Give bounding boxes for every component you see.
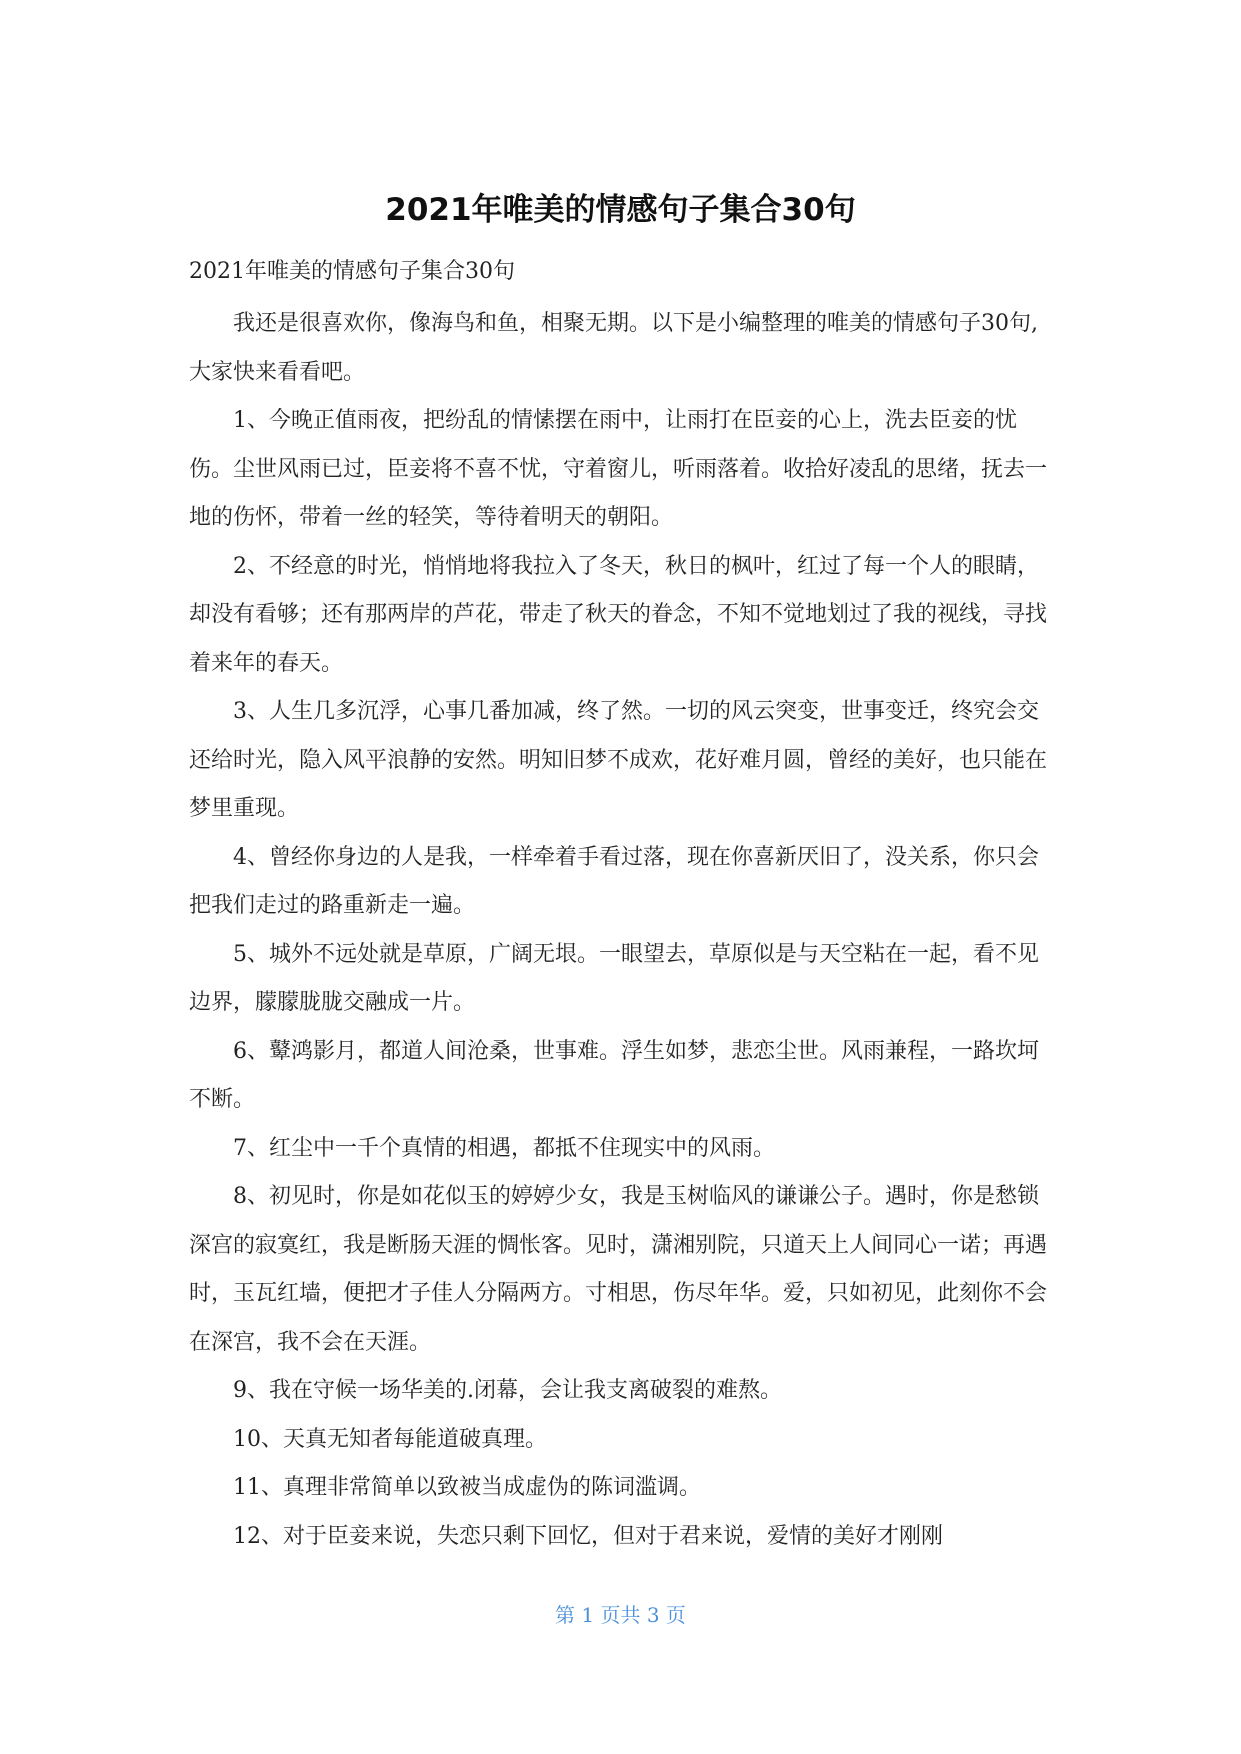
paragraph-item-5: 5、城外不远处就是草原，广阔无垠。一眼望去，草原似是与天空粘在一起，看不见边界，朦朦胧胧交融成一片。 <box>189 941 1039 1015</box>
paragraph-item-8: 8、初见时，你是如花似玉的婷婷少女，我是玉树临风的谦谦公子。遇时，你是愁锁深宫的寂寞红，我是断肠天涯的惆怅客。见时，潇湘别院，只道天上人间同心一诺；再遇时，玉瓦红墙，便把才子佳人分隔两方。寸相思，伤尽年华。爱，只如初见，此刻你不会在深宫，我不会在天涯。 <box>189 1184 1048 1355</box>
paragraph-item-10: 10、天真无知者每能道破真理。 <box>233 1426 547 1452</box>
paragraph-item-1: 1、今晚正值雨夜，把纷乱的情愫摆在雨中，让雨打在臣妾的心上，洗去臣妾的忧伤。尘世风雨已过，臣妾将不喜不忧，守着窗儿，听雨落着。收拾好凌乱的思绪，抚去一地的伤怀，带着一丝的轻笑，等待着明天的朝阳。 <box>189 408 1048 530</box>
paragraph-item-11: 11、真理非常简单以致被当成虚伪的陈词滥调。 <box>233 1475 701 1500</box>
paragraph-item-12: 12、对于臣妾来说，失恋只剩下回忆，但对于君来说，爱情的美好才刚刚 <box>233 1523 943 1549</box>
paragraph-item-7: 7、红尘中一千个真情的相遇，都抵不住现实中的风雨。 <box>233 1135 775 1161</box>
paragraph-item-4: 4、曾经你身边的人是我，一样牵着手看过落，现在你喜新厌旧了，没关系，你只会把我们走过的路重新走一遍。 <box>189 844 1039 918</box>
document-subtitle: 2021年唯美的情感句子集合30句 <box>189 259 515 284</box>
paragraph-item-6: 6、鼙鸿影月，都道人间沧桑，世事难。浮生如梦，悲恋尘世。风雨兼程，一路坎坷不断。 <box>189 1038 1039 1112</box>
document-body <box>189 300 1049 1561</box>
page-number-indicator: 第 1 页共 3 页 <box>555 1603 686 1627</box>
document-title: 2021年唯美的情感句子集合30句 <box>385 192 856 228</box>
paragraph-item-3: 3、人生几多沉浮，心事几番加减，终了然。一切的风云突变，世事变迁，终究会交还给时光，隐入风平浪静的安然。明知旧梦不成欢，花好难月圆，曾经的美好，也只能在梦里重现。 <box>189 699 1048 821</box>
paragraph-item-2: 2、不经意的时光，悄悄地将我拉入了冬天，秋日的枫叶，红过了每一个人的眼睛，却没有看够；还有那两岸的芦花，带走了秋天的眷念，不知不觉地划过了我的视线，寻找着来年的春天。 <box>189 553 1048 676</box>
paragraph-intro: 我还是很喜欢你，像海鸟和鱼，相聚无期。以下是小编整理的唯美的情感句子30句,大家快来看看吧。 <box>189 311 1038 385</box>
paragraph-item-9: 9、我在守候一场华美的.闭幕，会让我支离破裂的难熬。 <box>233 1378 782 1403</box>
